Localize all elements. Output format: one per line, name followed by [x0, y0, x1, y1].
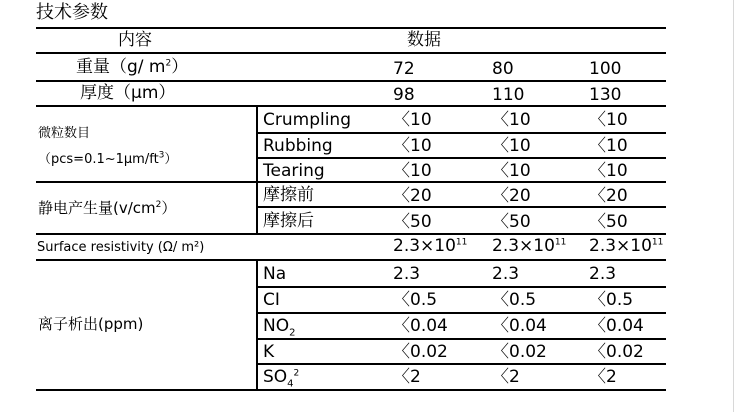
- ion-name: $NO_2$: [263, 316, 296, 339]
- ion-value: 〈0.5: [589, 290, 634, 310]
- static-value: 〈50: [589, 212, 628, 232]
- resistivity-value: $2.3\times 10^{11}$: [393, 236, 468, 256]
- weight-value: 80: [492, 59, 514, 79]
- table-rule: [36, 52, 666, 54]
- ion-value: 〈0.5: [492, 290, 537, 310]
- weight-label: 重量（g/ $m^2$）: [76, 57, 189, 77]
- static-row-name: 摩擦后: [263, 211, 314, 231]
- particles-value: 〈10: [393, 161, 432, 181]
- static-value: 〈50: [393, 212, 432, 232]
- particles-row-name: Tearing: [263, 161, 325, 181]
- table-rule: [36, 389, 666, 391]
- particles-value: 〈10: [393, 136, 432, 156]
- table-rule: [258, 363, 666, 365]
- ion-value: 〈0.02: [492, 342, 547, 362]
- ion-value: 2.3: [589, 264, 617, 284]
- ion-name: K: [263, 342, 275, 362]
- table-rule: [258, 338, 666, 340]
- ions-label: 离子析出(ppm): [38, 315, 144, 333]
- particles-value: 〈10: [393, 110, 432, 130]
- weight-value: 72: [393, 59, 415, 79]
- static-row-name: 摩擦前: [263, 185, 314, 205]
- particles-value: 〈10: [492, 161, 531, 181]
- ion-name: $SO_4^2$: [263, 367, 300, 390]
- ion-value: 〈0.02: [589, 342, 644, 362]
- particles-row-name: Rubbing: [263, 136, 333, 156]
- static-label: 静电产生量$(v/cm^2)$: [38, 199, 177, 217]
- header-content: 内容: [118, 30, 152, 50]
- ion-value: 〈0.5: [393, 290, 438, 310]
- weight-value: 100: [589, 59, 622, 79]
- header-data: 数据: [407, 30, 441, 50]
- table-rule: [36, 105, 666, 107]
- particles-row-name: Crumpling: [263, 110, 351, 130]
- ion-value: 〈2: [492, 367, 520, 387]
- ion-name: Na: [263, 264, 287, 284]
- table-rule: [258, 312, 666, 314]
- ion-value: 2.3: [393, 264, 421, 284]
- thickness-value: 110: [492, 85, 525, 105]
- static-value: 〈50: [492, 212, 531, 232]
- thickness-value: 98: [393, 85, 415, 105]
- thickness-label: 厚度（μm）: [80, 83, 176, 103]
- thickness-value: 130: [589, 85, 622, 105]
- particles-value: 〈10: [589, 161, 628, 181]
- table-rule: [36, 27, 666, 29]
- table-rule: [258, 206, 666, 208]
- static-value: 〈20: [492, 186, 531, 206]
- ion-name: CI: [263, 290, 280, 310]
- ion-value: 2.3: [492, 264, 520, 284]
- ion-value: 〈0.04: [393, 316, 448, 336]
- particles-value: 〈10: [492, 110, 531, 130]
- ion-value: 〈0.04: [589, 316, 644, 336]
- static-value: 〈20: [589, 186, 628, 206]
- resistivity-value: $2.3\times 10^{11}$: [492, 236, 567, 256]
- table-rule: [258, 132, 666, 134]
- ion-value: 〈2: [393, 367, 421, 387]
- static-value: 〈20: [393, 186, 432, 206]
- particles-value: 〈10: [589, 110, 628, 130]
- page-title: 技术参数: [36, 2, 108, 23]
- resistivity-label: Surface resistivity (Ω/ m²): [37, 240, 205, 255]
- ion-value: 〈2: [589, 367, 617, 387]
- table-rule: [36, 233, 666, 235]
- ion-value: 〈0.04: [492, 316, 547, 336]
- table-rule: [36, 259, 666, 261]
- particles-note: $(pcs=0.1\sim 1\mu m/ft^3)$: [38, 150, 178, 167]
- table-rule: [258, 157, 666, 159]
- table-rule: [36, 80, 666, 82]
- table-rule: [36, 181, 666, 183]
- particles-value: 〈10: [492, 136, 531, 156]
- resistivity-value: $2.3\times 10^{11}$: [589, 236, 664, 256]
- column-divider: [256, 260, 258, 390]
- column-divider: [256, 106, 258, 234]
- ion-value: 〈0.02: [393, 342, 448, 362]
- page-edge-divider: [733, 0, 734, 412]
- particles-value: 〈10: [589, 136, 628, 156]
- particles-label: 微粒数目: [38, 126, 91, 141]
- table-rule: [258, 286, 666, 288]
